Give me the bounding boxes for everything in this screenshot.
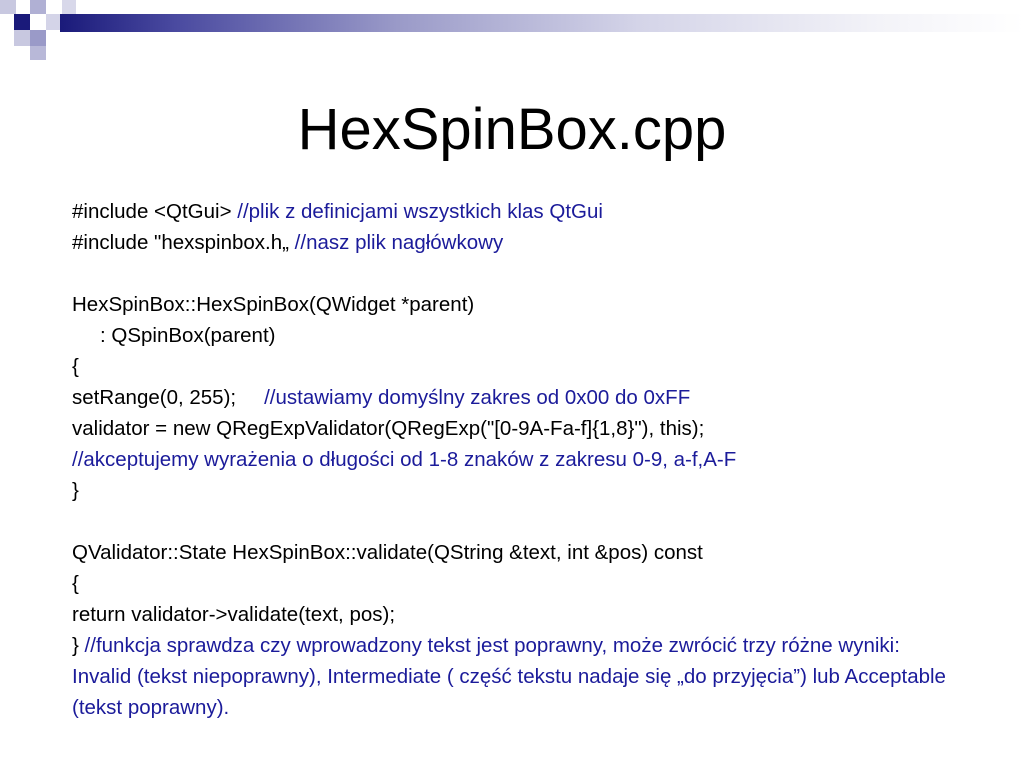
blank-line [72, 258, 1002, 289]
code-line [72, 475, 1002, 506]
header-gradient-bar [60, 14, 1024, 32]
code-comment: //funkcja sprawdza czy wprowadzony tekst jest poprawny, może zwrócić trzy różne wyniki: Invalid (tekst niepoprawny), Intermediate ( część tekstu nadaje się „do przyjęcia”) lub Acceptable (tekst poprawny). [72, 634, 946, 719]
code-text: } [72, 479, 79, 502]
code-text: setRange(0, 255); [72, 386, 237, 409]
code-text: { [72, 355, 79, 378]
deco-square [30, 30, 46, 46]
code-line [72, 599, 1002, 630]
code-text: #include "hexspinbox.h„ [72, 231, 289, 254]
code-text: } [72, 634, 79, 657]
code-line [72, 320, 1002, 351]
code-line [72, 413, 1002, 444]
deco-square [14, 14, 30, 30]
deco-square [46, 14, 60, 30]
code-line [72, 227, 1002, 258]
decorative-squares [0, 0, 1024, 70]
code-line [72, 289, 1002, 320]
code-line [72, 351, 1002, 382]
code-text: : QSpinBox(parent) [100, 324, 276, 347]
deco-square [62, 0, 76, 14]
code-text: QValidator::State HexSpinBox::validate(QString &text, int &pos) const [72, 541, 703, 564]
deco-square [0, 0, 16, 14]
code-line [72, 196, 1002, 227]
code-comment: //ustawiamy domyślny zakres od 0x00 do 0xFF [264, 386, 691, 409]
code-listing [72, 196, 1002, 723]
code-line [72, 568, 1002, 599]
deco-square [30, 0, 46, 14]
code-text: validator = new QRegExpValidator(QRegExp("[0-9A-Fa-f]{1,8}"), this); [72, 417, 705, 440]
code-text: #include <QtGui> [72, 200, 232, 223]
blank-line [72, 506, 1002, 537]
code-line [72, 382, 1002, 413]
code-text: return validator->validate(text, pos); [72, 603, 396, 626]
slide-title: HexSpinBox.cpp [297, 97, 727, 162]
code-comment: //plik z definicjami wszystkich klas QtGui [231, 200, 603, 223]
code-comment: //akceptujemy wyrażenia o długości od 1-8 znaków z zakresu 0-9, a-f,A-F [72, 448, 737, 471]
code-comment: //nasz plik nagłówkowy [288, 231, 504, 254]
code-line [72, 630, 962, 723]
code-text: { [72, 572, 79, 595]
code-line [72, 537, 1002, 568]
deco-square [30, 46, 46, 60]
deco-square [14, 30, 30, 46]
code-text: HexSpinBox::HexSpinBox(QWidget *parent) [72, 293, 475, 316]
code-line [72, 444, 1002, 475]
